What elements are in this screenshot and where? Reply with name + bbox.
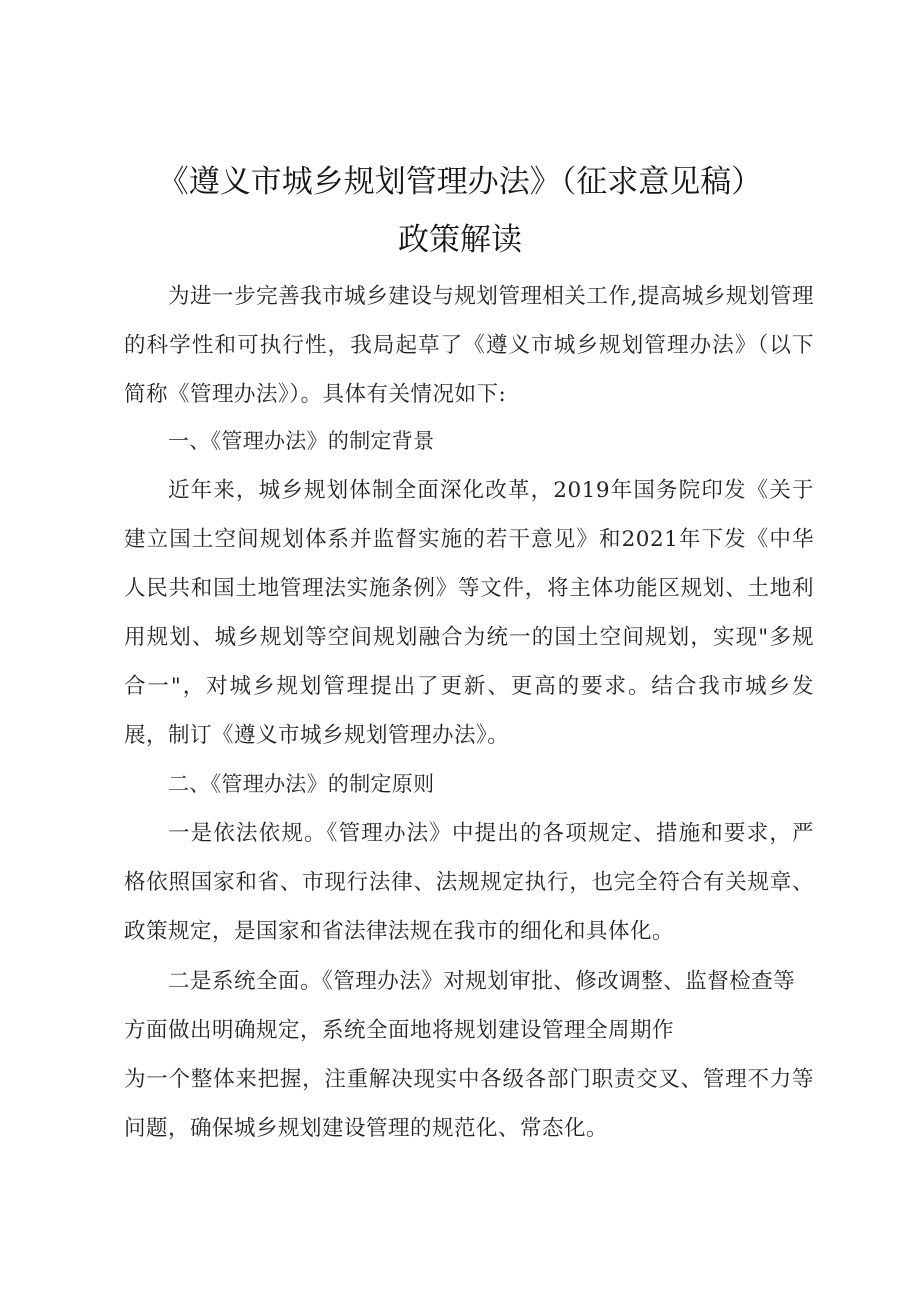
document-title: 《遵义市城乡规划管理办法》（征求意见稿）	[157, 164, 763, 200]
section1-heading: 一、《管理办法》的制定背景	[168, 429, 435, 453]
intro-block	[124, 272, 814, 419]
sections-block	[124, 417, 814, 956]
principle2-paragraph-part1: 二是系统全面。《管理办法》对规划审批、修改调整、监督检查等方面做出明确规定，系统全面地将规划建设管理全周期作	[124, 969, 796, 1043]
principle1-paragraph: 一是依法依规。《管理办法》中提出的各项规定、措施和要求，严格依照国家和省、市现行法律、法规规定执行，也完全符合有关规章、政策规定，是国家和省法律法规在我市的细化和具体化。	[124, 821, 814, 944]
section2-heading: 二、《管理办法》的制定原则	[168, 772, 435, 796]
principle2-paragraph-part2: 为一个整体来把握，注重解决现实中各级各部门职责交叉、管理不力等问题，确保城乡规划建设管理的规范化、常态化。	[124, 1067, 814, 1141]
intro-paragraph: 为进一步完善我市城乡建设与规划管理相关工作,提高城乡规划管理的科学性和可执行性，我局起草了《遵义市城乡规划管理办法》（以下简称《管理办法》）。具体有关情况如下:	[124, 284, 814, 407]
principle2-block	[124, 957, 814, 1153]
document-subtitle: 政策解读	[398, 222, 522, 258]
section1-paragraph: 近年来，城乡规划体制全面深化改革，2019年国务院印发《关于建立国土空间规划体系并监督实施的若干意见》和2021年下发《中华人民共和国土地管理法实施条例》等文件，将主体功能区规划、土地利用规划、城乡规划等空间规划融合为统一的国土空间规划，实现"多规合一"，对城乡规划管理提出了更新、更高的要求。结合我市城乡发展，制订《遵义市城乡规划管理办法》。	[124, 478, 814, 748]
